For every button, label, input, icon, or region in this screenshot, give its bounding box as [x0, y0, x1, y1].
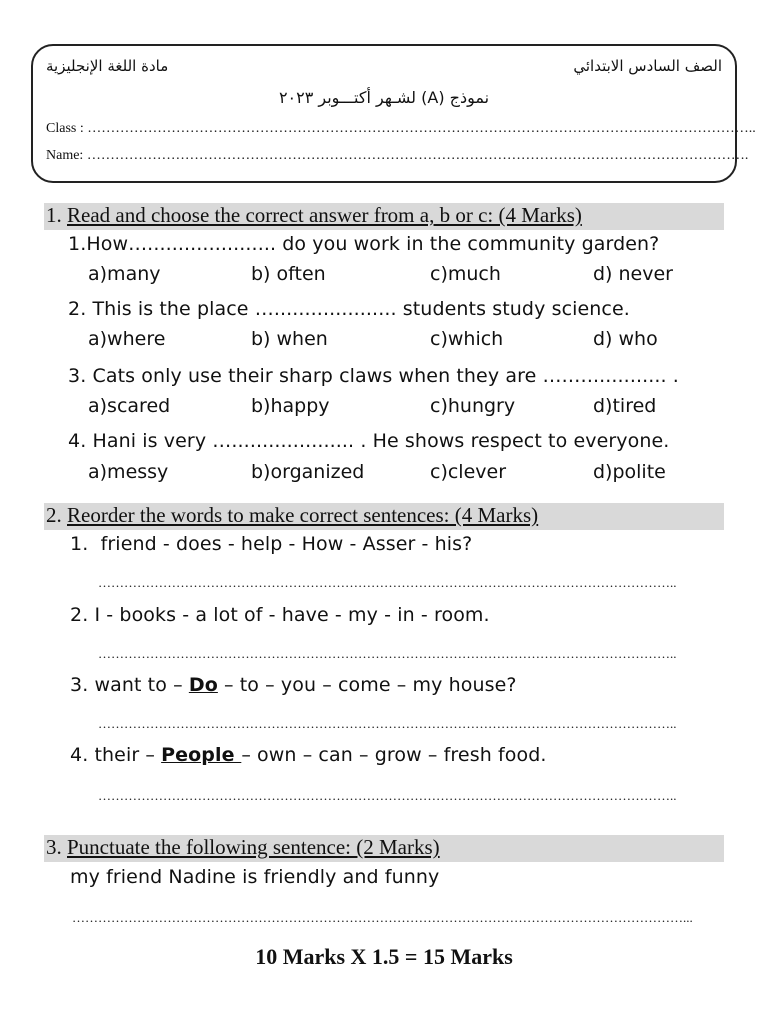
s1-q3-option-c[interactable]: c)hungry — [430, 395, 516, 417]
s1-q2-option-c[interactable]: c)which — [430, 328, 504, 350]
s1-q2-option-d[interactable]: d) who — [593, 328, 658, 350]
name-label: Name: — [46, 148, 84, 163]
question-text: Hani is very ….................... . He shows respect to everyone. — [92, 430, 670, 452]
class-dots: ………………………………………………………………………………………………………….………………….. — [87, 121, 756, 136]
s1-q1-option-b[interactable]: b) often — [251, 263, 326, 285]
item-text-bold: People — [161, 744, 242, 766]
item-number: 4. — [70, 744, 89, 766]
item-text: I - books - a lot of - have - my - in - room. — [94, 604, 490, 626]
s2-answer-line-4[interactable]: …………………………………………………………………………………………………………………….. — [98, 788, 677, 803]
section3-number: 3. — [46, 835, 62, 859]
grade-label: الصف السادس الابتدائي — [573, 57, 722, 75]
s1-q3-option-d[interactable]: d)tired — [593, 395, 657, 417]
total-marks: 10 Marks X 1.5 = 15 Marks — [255, 944, 513, 969]
item-number: 1. — [70, 533, 89, 555]
s3-answer-line[interactable]: ……………………………………………………………………………………………………………………………... — [72, 910, 693, 925]
s2-item-1 — [70, 533, 472, 555]
s1-q4-option-c[interactable]: c)clever — [430, 461, 507, 483]
s1-question-1 — [68, 233, 659, 255]
s1-q2-option-a[interactable]: a)where — [88, 328, 166, 350]
s1-q4-option-a[interactable]: a)messy — [88, 461, 169, 483]
s1-q4-option-d[interactable]: d)polite — [593, 461, 666, 483]
class-field[interactable] — [46, 121, 756, 137]
s2-item-4 — [70, 744, 547, 766]
section2-title: Reorder the words to make correct sentences: (4 Marks) — [67, 503, 539, 527]
question-number: 3. — [68, 365, 87, 387]
s1-q3-option-a[interactable]: a)scared — [88, 395, 171, 417]
name-dots: ……………………………………………………………………………………………………………………………. — [86, 148, 749, 163]
item-text-bold: Do — [188, 674, 218, 696]
s1-question-3 — [68, 365, 679, 387]
s1-question-4 — [68, 430, 669, 452]
s1-q1-option-d[interactable]: d) never — [593, 263, 673, 285]
question-number: 1. — [68, 233, 87, 255]
s1-q4-option-b[interactable]: b)organized — [251, 461, 365, 483]
subject-label: مادة اللغة الإنجليزية — [46, 57, 169, 75]
question-number: 4. — [68, 430, 87, 452]
s2-answer-line-1[interactable]: …………………………………………………………………………………………………………………….. — [98, 575, 677, 590]
s1-q1-option-a[interactable]: a)many — [88, 263, 161, 285]
section3-heading — [46, 835, 440, 860]
s1-q1-option-c[interactable]: c)much — [430, 263, 501, 285]
s1-question-2 — [68, 298, 630, 320]
question-text: How…..................... do you work in the community garden? — [86, 233, 660, 255]
question-number: 2. — [68, 298, 87, 320]
item-text-pre: their – — [94, 744, 162, 766]
s3-sentence: my friend Nadine is friendly and funny — [70, 866, 440, 888]
class-label: Class : — [46, 121, 84, 136]
section1-heading — [46, 203, 582, 228]
s2-item-3 — [70, 674, 517, 696]
section1-title: Read and choose the correct answer from a, b or c: (4 Marks) — [67, 203, 582, 227]
item-number: 2. — [70, 604, 89, 626]
section2-number: 2. — [46, 503, 62, 527]
s1-q3-option-b[interactable]: b)happy — [251, 395, 330, 417]
item-text-post: – to – you – come – my house? — [217, 674, 517, 696]
s2-item-2 — [70, 604, 490, 626]
section3-title: Punctuate the following sentence: (2 Marks) — [67, 835, 440, 859]
item-number: 3. — [70, 674, 89, 696]
exam-title: نموذج (A) لشـهر أكتـــوبر ٢٠٢٣ — [278, 88, 490, 107]
s2-answer-line-2[interactable]: …………………………………………………………………………………………………………………….. — [98, 646, 677, 661]
item-text: friend - does - help - How - Asser - his? — [100, 533, 473, 555]
s1-q2-option-b[interactable]: b) when — [251, 328, 328, 350]
item-text-post: – own – can – grow – fresh food. — [241, 744, 547, 766]
section2-heading — [46, 503, 538, 528]
name-field[interactable] — [46, 148, 748, 164]
item-text-pre: want to – — [94, 674, 189, 696]
s2-answer-line-3[interactable]: …………………………………………………………………………………………………………………….. — [98, 716, 677, 731]
question-text: Cats only use their sharp claws when they are ….…............. . — [92, 365, 679, 387]
question-text: This is the place ….................... students study science. — [92, 298, 630, 320]
section1-number: 1. — [46, 203, 62, 227]
